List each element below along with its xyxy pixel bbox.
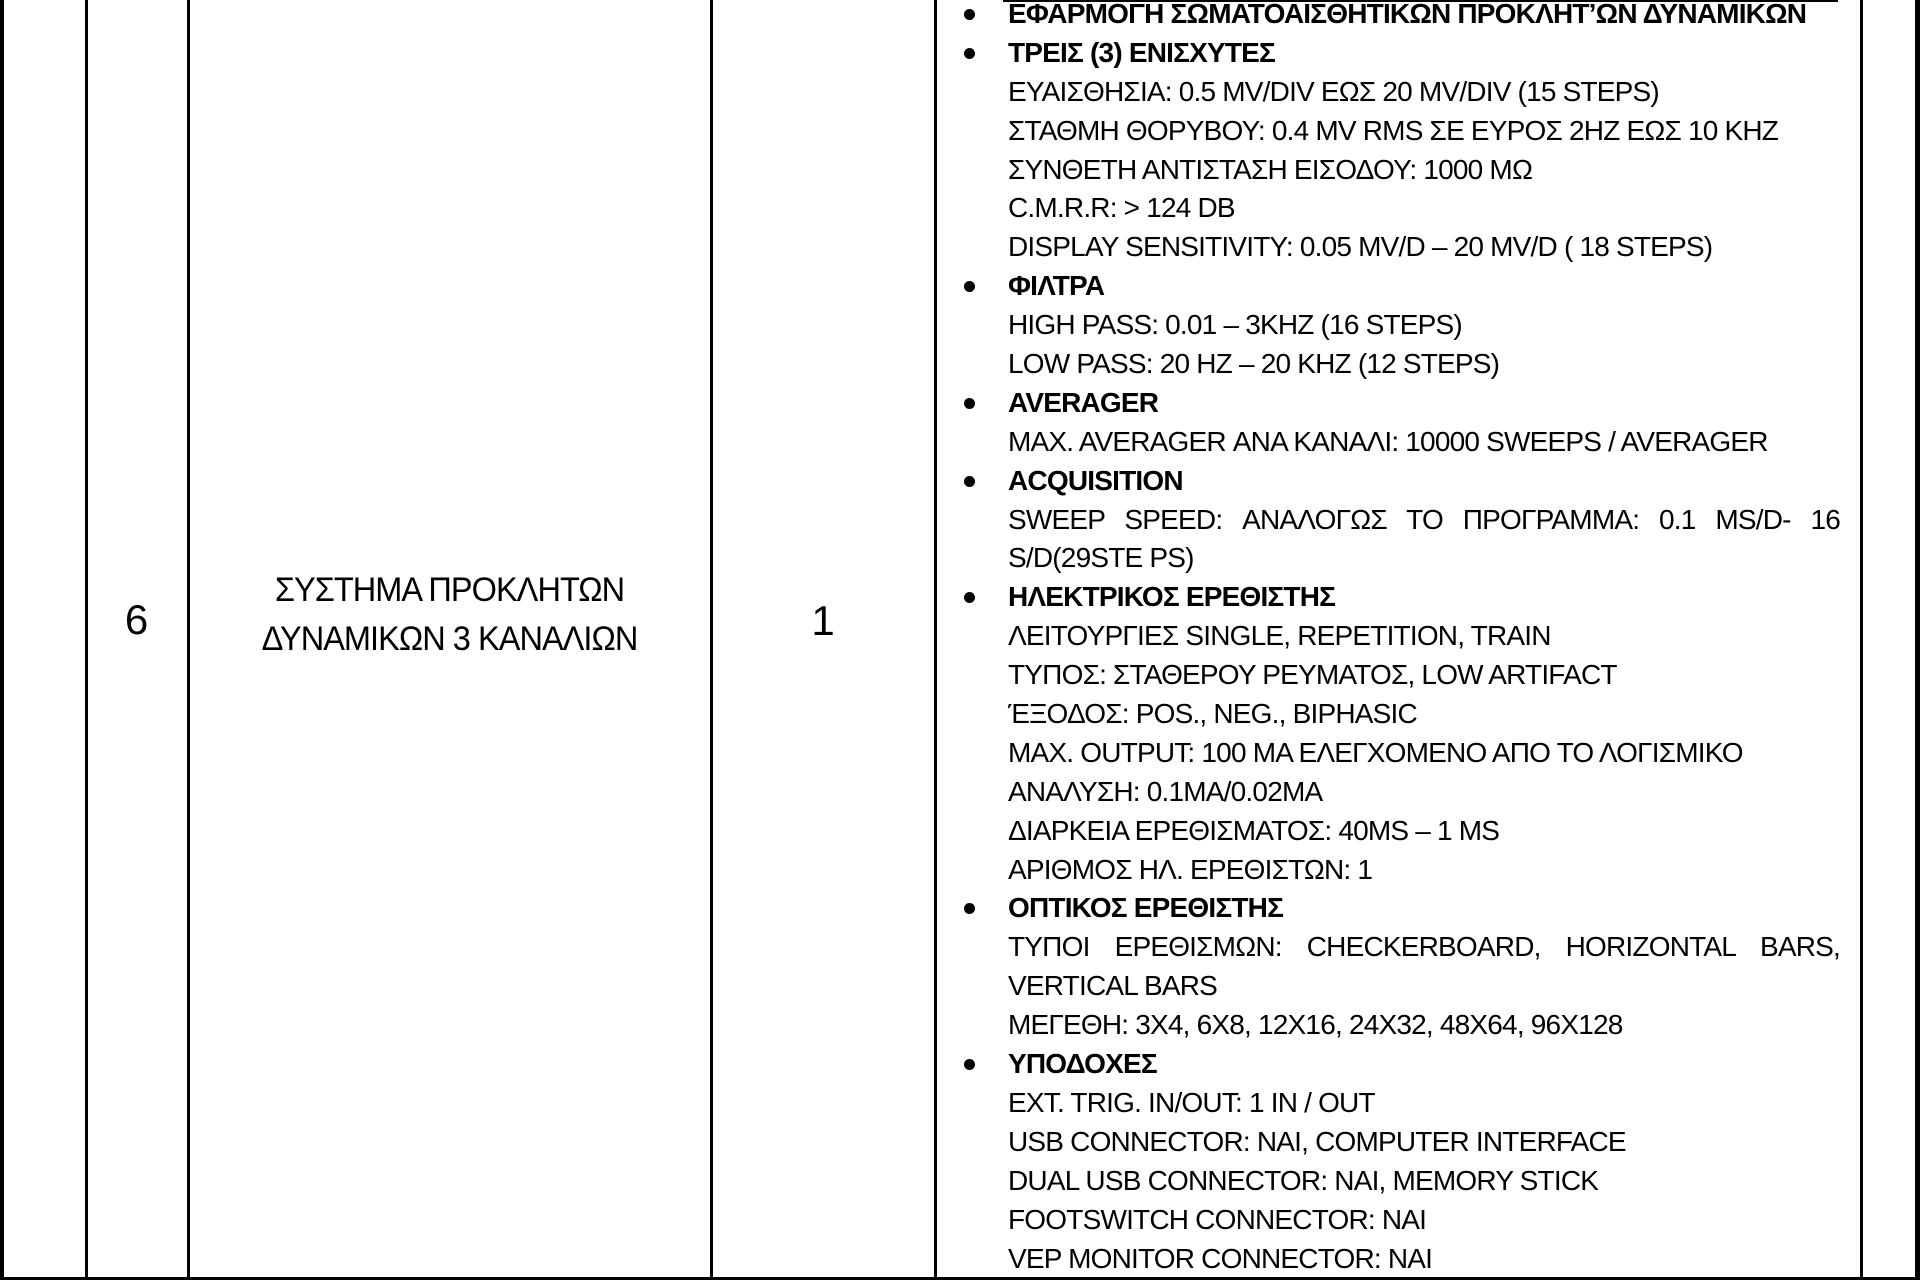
bullet-icon (964, 281, 975, 292)
spec-line: DUAL USB CONNECTOR: NAI, MEMORY STICK (1008, 1164, 1599, 1196)
spec-line: ΑΝΑΛΥΣΗ: 0.1ΜΑ/0.02ΜΑ (1008, 775, 1323, 807)
spec-line: ΣΥΝΘΕΤΗ ΑΝΤΙΣΤΑΣΗ ΕΙΣΟΔΟΥ: 1000 ΜΩ (1008, 153, 1533, 185)
scan-edge-right (1915, 0, 1920, 1280)
bullet-icon (964, 1059, 975, 1070)
spec-bullet-header: AVERAGER (1008, 384, 1840, 423)
bullet-icon (964, 592, 975, 603)
spec-bullet-header: ΕΦΑΡΜΟΓΗ ΣΩΜΑΤΟΑΙΣΘΗΤΙΚΩΝ ΠΡΟΚΛΗΤ’ΩΝ ΔΥΝΑΜΙΚΩΝ (1008, 0, 1840, 34)
spec-line: ΑΡΙΘΜΟΣ ΗΛ. ΕΡΕΘΙΣΤΩΝ: 1 (1008, 853, 1373, 885)
item-description-line: ΣΥΣΤΗΜΑ ΠΡΟΚΛΗΤΩΝ (274, 571, 625, 609)
spec-line: MAX. OUTPUT: 100 MA ΕΛΕΓΧΟΜΕΝΟ ΑΠΟ ΤΟ ΛΟΓΙΣΜΙΚΟ (1008, 736, 1743, 768)
item-description-line: ΔΥΝΑΜΙΚΩΝ 3 ΚΑΝΑΛΙΩΝ (261, 620, 638, 658)
spec-bullet-header: ΦΙΛΤΡΑ (1008, 267, 1840, 306)
bullet-icon (964, 398, 975, 409)
spec-line: ΈΞΟΔΟΣ: POS., NEG., BIPHASIC (1008, 698, 1417, 730)
bullet-icon (964, 903, 975, 914)
bullet-icon (964, 48, 975, 59)
scan-edge-left (0, 0, 4, 1280)
spec-line: HIGH PASS: 0.01 – 3KHZ (16 STEPS) (1008, 309, 1462, 341)
spec-line: USB CONNECTOR: NAI, COMPUTER INTERFACE (1008, 1125, 1626, 1157)
spec-line: FOOTSWITCH CONNECTOR: NAI (1008, 1203, 1427, 1235)
spec-line: ΜΕΓΕΘΗ: 3X4, 6X8, 12X16, 24X32, 48X64, 96X128 (1008, 1009, 1623, 1041)
spec-line: ΔΙΑΡΚΕΙΑ ΕΡΕΘΙΣΜΑΤΟΣ: 40MS – 1 MS (1008, 814, 1500, 846)
table-border-right-of-specs (1860, 0, 1863, 1280)
spec-line: EXT. TRIG. IN/OUT: 1 IN / OUT (1008, 1086, 1375, 1118)
spec-line: VEP MONITOR CONNECTOR: NAI (1008, 1242, 1433, 1274)
spec-line: ΤΥΠΟΣ: ΣΤΑΘΕΡΟΥ ΡΕΥΜΑΤΟΣ, LOW ARTIFACT (1008, 659, 1617, 691)
spec-line: DISPLAY SENSITIVITY: 0.05 MV/D – 20 MV/D ( 18 STEPS) (1008, 231, 1713, 263)
bullet-icon (964, 476, 975, 487)
spec-bullet-header: ΥΠΟΔΟΧΕΣ (1008, 1045, 1840, 1084)
spec-line: SWEEP SPEED: ΑΝΑΛΟΓΩΣ ΤΟ ΠΡΟΓΡΑΜΜΑ: 0.1 MS/D- 16 (1008, 503, 1840, 535)
spec-line: C.M.R.R: > 124 DB (1008, 192, 1235, 224)
spec-bullet-header: ΗΛΕΚΤΡΙΚΟΣ ΕΡΕΘΙΣΤΗΣ (1008, 578, 1840, 617)
specifications-cell (1008, 0, 1840, 1278)
spec-bullet-header: ΤΡΕΙΣ (3) ΕΝΙΣΧΥΤΕΣ (1008, 34, 1840, 73)
spec-bullet-header: ΟΠΤΙΚΟΣ ΕΡΕΘΙΣΤΗΣ (1008, 889, 1840, 928)
spec-line: VERTICAL BARS (1008, 970, 1218, 1002)
item-description-cell (188, 566, 711, 664)
spec-line: ΕΥΑΙΣΘΗΣΙΑ: 0.5 MV/DIV ΕΩΣ 20 MV/DIV (15 STEPS) (1008, 75, 1659, 107)
spec-line: MAX. AVERAGER ΑΝΑ ΚΑΝΑΛΙ: 10000 SWEEPS / AVERAGER (1008, 425, 1768, 457)
spec-line: ΛΕΙΤΟΥΡΓΙΕΣ SINGLE, REPETITION, TRAIN (1008, 620, 1551, 652)
spec-line: ΣΤΑΘΜΗ ΘΟΡΥΒΟΥ: 0.4 MV RMS ΣΕ ΕΥΡΟΣ 2HZ ΕΩΣ 10 KHZ (1008, 114, 1779, 146)
bullet-icon (964, 9, 975, 20)
quantity-cell: 1 (811, 597, 835, 644)
spec-bullet-header: ACQUISITION (1008, 462, 1840, 501)
spec-line: ΤΥΠΟΙ ΕΡΕΘΙΣΜΩΝ: CHECKERBOARD, HORIZONTAL BARS, (1008, 931, 1840, 963)
spec-line: LOW PASS: 20 HZ – 20 KHZ (12 STEPS) (1008, 348, 1500, 380)
spec-line: S/D(29STE PS) (1008, 542, 1194, 574)
item-number-cell: 6 (124, 596, 149, 643)
